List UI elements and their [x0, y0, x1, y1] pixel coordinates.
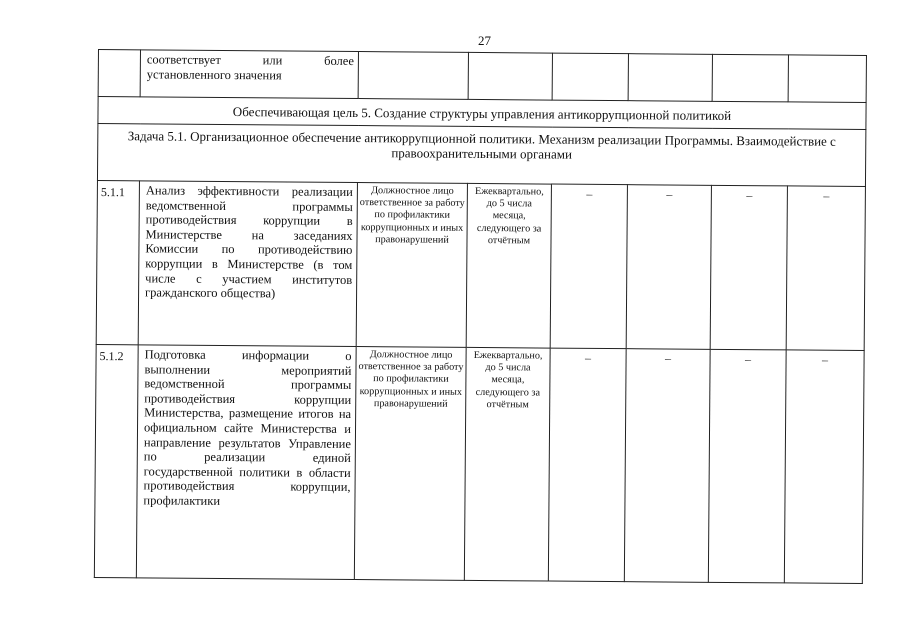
number-cell — [98, 50, 140, 97]
page-number: 27 — [478, 33, 491, 48]
value-cell: – — [626, 185, 711, 350]
measure-cell: Подготовка информации о выполнении мероприятий ведомственной программы противодействия коррупции Министерства, размещение итогов на официальном сайте Министерства и направление результатов Управление по реализации единой государственной политики в области противодействия коррупции, профилактики — [136, 345, 356, 580]
empty-cell — [358, 52, 468, 100]
row-number: 5.1.1 — [96, 180, 139, 344]
value-cell: – — [710, 185, 787, 350]
value-cell: – — [708, 349, 786, 583]
deadline-cell: Ежеквартально, до 5 числа месяца, следующего за отчётным — [464, 347, 550, 581]
measure-fragment-cell: соответствует или более установленного значения — [140, 50, 358, 99]
empty-cell — [712, 54, 788, 102]
task-heading: Задача 5.1. Организационное обеспечение антикоррупционной политики. Механизм реализации Программы. Взаимодействие с правоохранительными органами — [97, 124, 865, 187]
value-cell: – — [548, 348, 626, 582]
responsible-cell: Должностное лицо ответственное за работу по профилактики коррупционных и иных правонарушений — [356, 183, 467, 348]
value-cell: – — [784, 350, 864, 584]
measure-cell: Анализ эффективности реализации ведомственной программы противодействия коррупции в Министерстве на заседаниях Комиссии по противодействию коррупции в Министерстве (в том числе с участием институтов гражданского общества) — [138, 181, 357, 347]
empty-cell — [552, 53, 628, 101]
value-cell: – — [786, 186, 865, 351]
empty-cell — [468, 52, 552, 100]
deadline-cell: Ежеквартально, до 5 числа месяца, следующего за отчётным — [466, 183, 551, 348]
table-row-fragment — [98, 50, 866, 103]
program-table — [94, 49, 866, 573]
row-number: 5.1.2 — [94, 344, 138, 577]
goal-heading: Обеспечивающая цель 5. Создание структуры управления антикоррупционной политикой — [98, 97, 866, 130]
task-heading-row — [97, 124, 865, 187]
empty-cell — [628, 54, 712, 102]
table-row — [96, 180, 865, 350]
table-row — [94, 344, 864, 583]
value-cell: – — [624, 349, 710, 583]
responsible-cell: Должностное лицо ответственное за работу по профилактики коррупционных и иных правонарушений — [354, 347, 466, 581]
value-cell: – — [550, 184, 627, 349]
empty-cell — [788, 55, 866, 103]
